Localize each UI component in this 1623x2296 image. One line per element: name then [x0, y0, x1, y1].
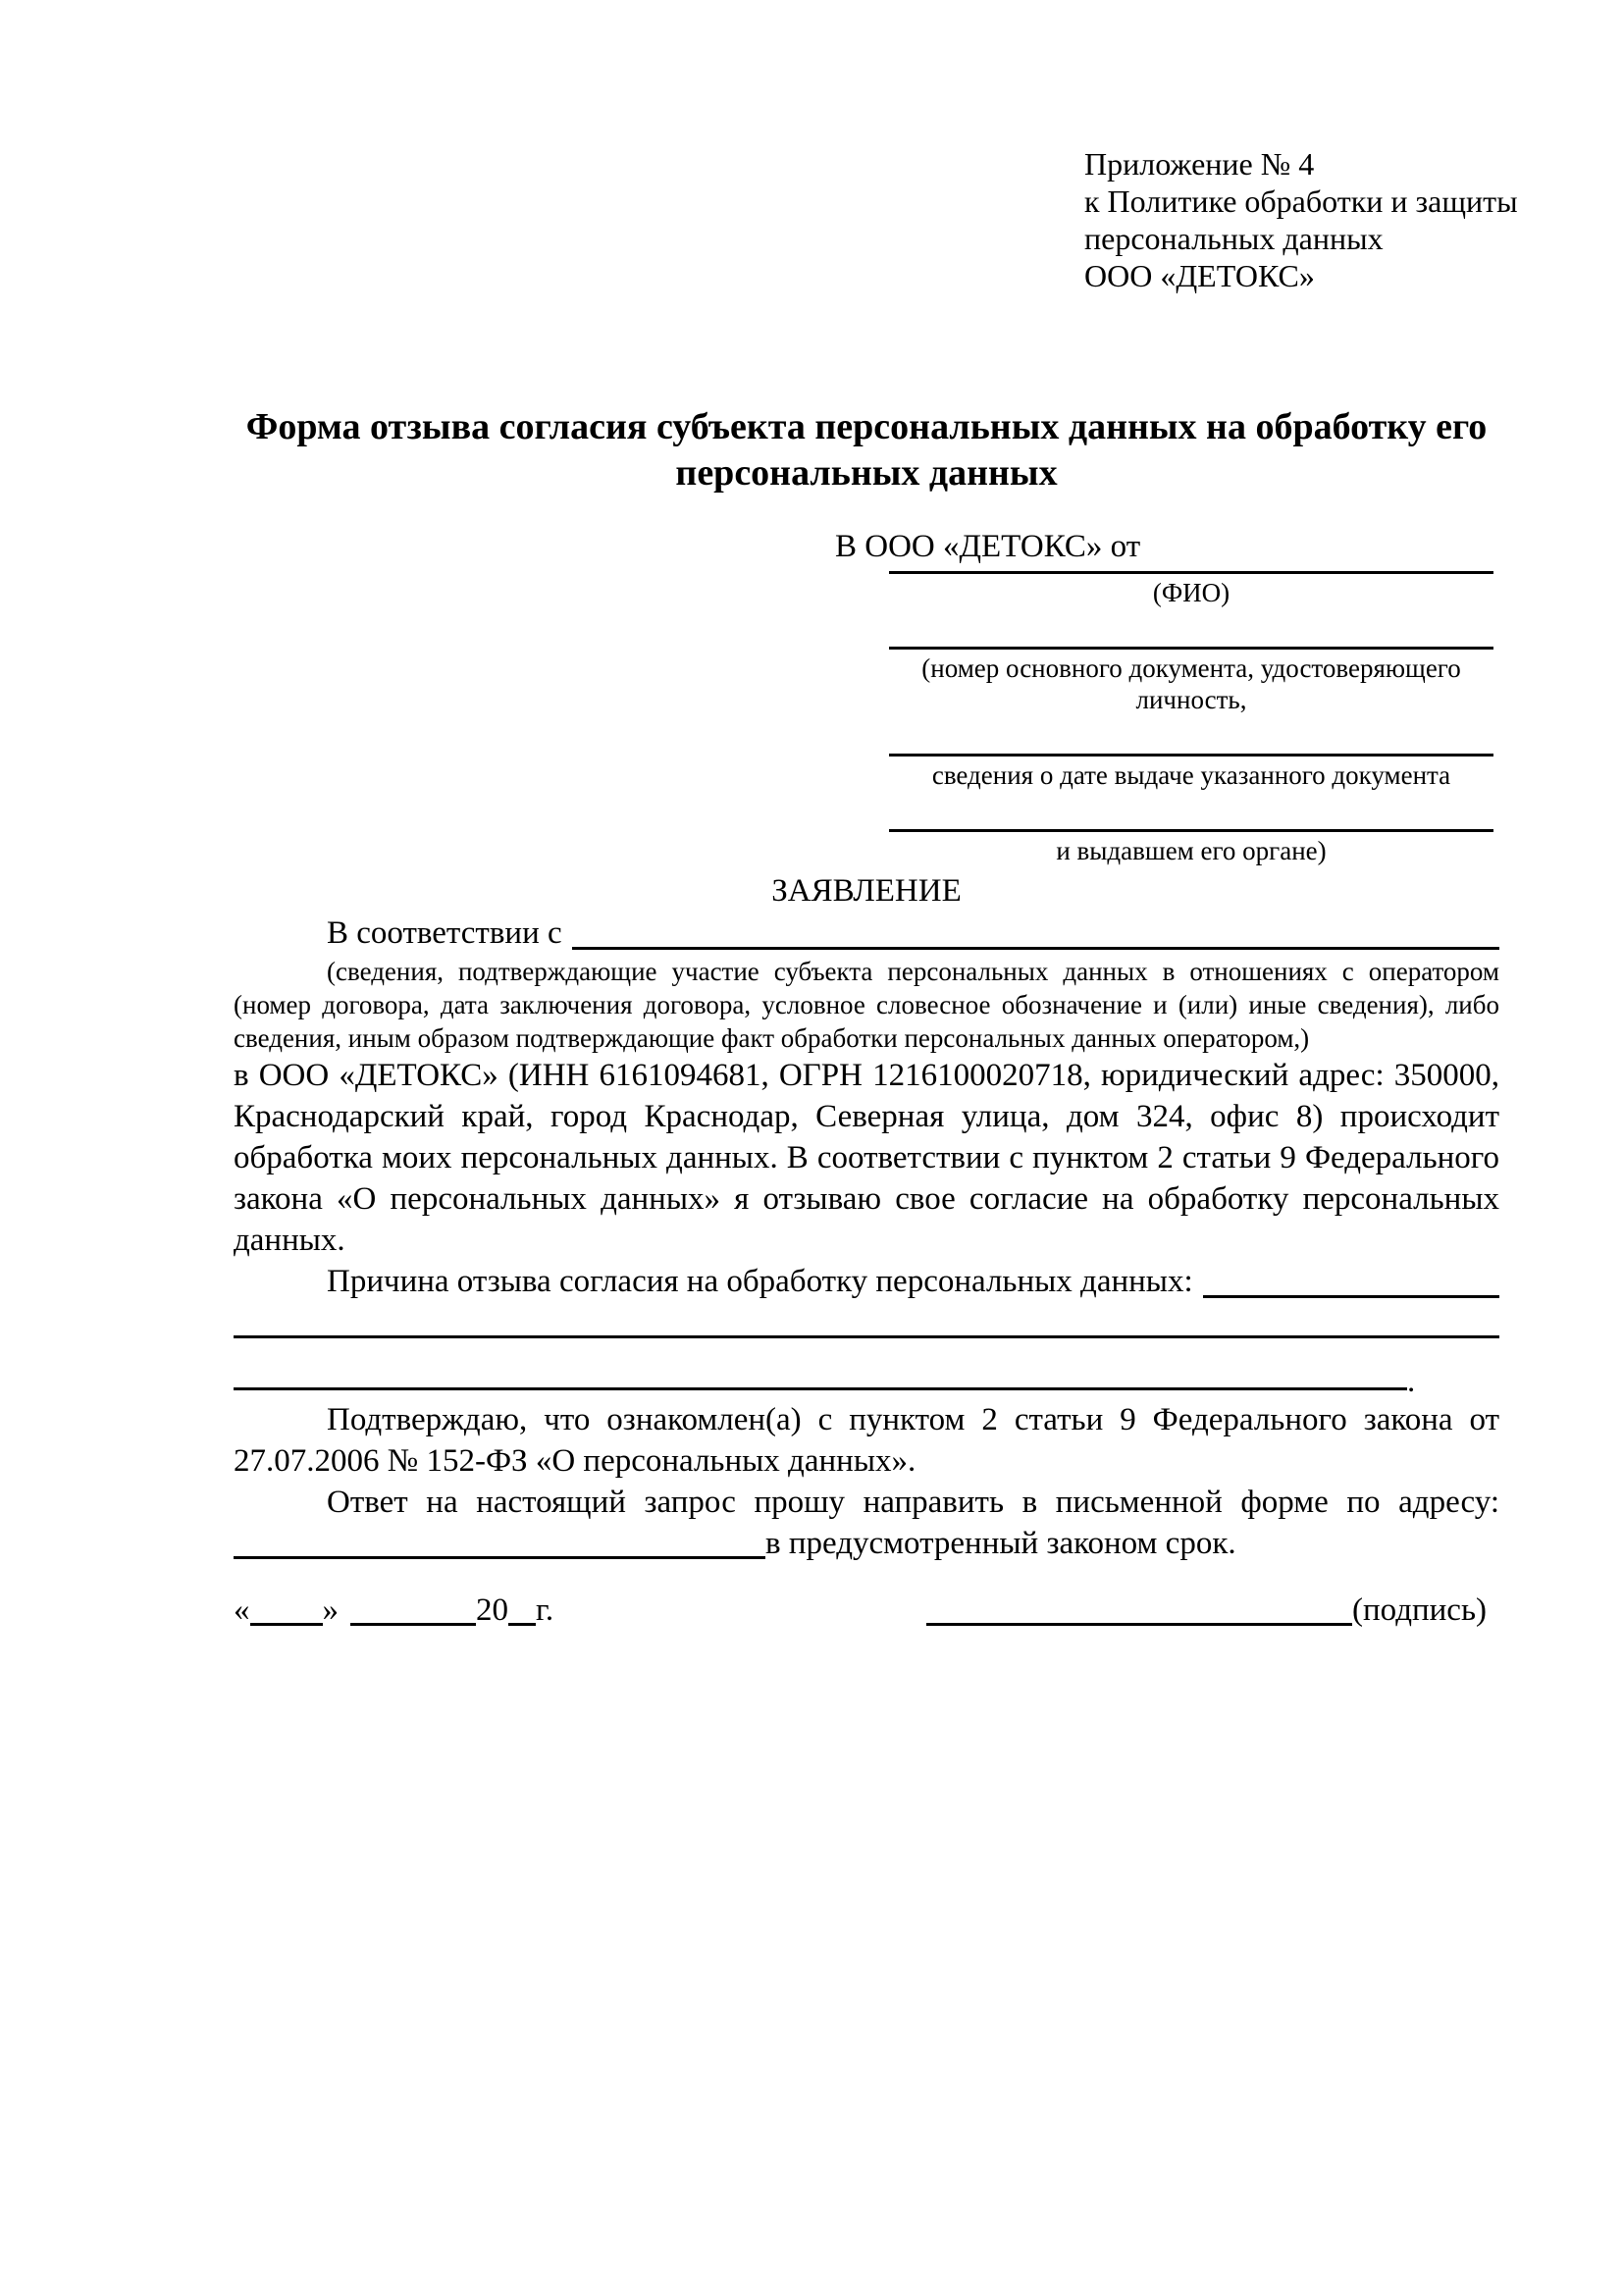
year-prefix: 20: [476, 1592, 508, 1628]
field-fio: [889, 568, 1493, 608]
statement-body: в ООО «ДЕТОКС» (ИНН 6161094681, ОГРН 1216100020718, юридический адрес: 350000, Краснодарский край, город Краснодар, Северная улица, дом 324, офис 8) происходит обработка моих персональных данных. В соответствии с пунктом 2 статьи 9 Федерального закона «О персональных данных» я отзываю свое согласие на обработку персональных данных.: [234, 1058, 1499, 1258]
day-blank-line[interactable]: [250, 1623, 323, 1626]
address-blank-line[interactable]: [234, 1556, 765, 1559]
appendix-line: персональных данных: [1084, 221, 1384, 256]
addressee-fields: [889, 568, 1493, 866]
date-blank-group: [234, 1590, 553, 1632]
document-title: Форма отзыва согласия субъекта персональных данных на обработку его персональных данных: [245, 406, 1488, 494]
accordance-footnote: (сведения, подтверждающие участие субъекта персональных данных в отношениях с оператором (номер договора, дата заключения договора, условное словесное обозначение и (или) иные сведения), либо сведения, иным образом подтверждающие факт обработки персональных данных оператором,): [234, 957, 1499, 1053]
signature-group: [926, 1590, 1487, 1632]
field-document-number: [889, 608, 1493, 715]
reason-blank-row-1[interactable]: [234, 1303, 1499, 1338]
reason-lead: Причина отзыва согласия на обработку персональных данных:: [327, 1264, 1193, 1299]
accordance-lead: В соответствии с: [327, 915, 562, 951]
signature-row: [234, 1590, 1499, 1632]
reply-address-line: [234, 1523, 1499, 1564]
reply-request-paragraph: Ответ на настоящий запрос прошу направить в письменной форме по адресу:: [327, 1485, 1499, 1520]
appendix-block: [1084, 145, 1518, 294]
reason-end-period: .: [1407, 1364, 1416, 1399]
accordance-blank-line[interactable]: [572, 947, 1499, 950]
month-blank-line[interactable]: [350, 1623, 476, 1626]
issue-date-label: сведения о дате выдаче указанного документа: [931, 760, 1451, 790]
reply-tail-text: в предусмотренный законом срок.: [765, 1526, 1236, 1561]
document-number-label: (номер основного документа, удостоверяющего личность,: [921, 653, 1461, 714]
issuing-authority-blank-line[interactable]: [889, 791, 1493, 832]
appendix-line: Приложение № 4: [1084, 146, 1315, 182]
year-blank-line[interactable]: [508, 1623, 536, 1626]
appendix-line: ООО «ДЕТОКС»: [1084, 258, 1315, 293]
appendix-line: к Политике обработки и защиты: [1084, 183, 1518, 219]
issue-date-blank-line[interactable]: [889, 715, 1493, 757]
addressee-line: В ООО «ДЕТОКС» от: [835, 529, 1141, 564]
document-number-blank-line[interactable]: [889, 608, 1493, 650]
confirmation-paragraph: Подтверждаю, что ознакомлен(а) с пунктом 2 статьи 9 Федерального закона от 27.07.2006 № 152-ФЗ «О персональных данных».: [234, 1402, 1499, 1479]
signature-blank-line[interactable]: [926, 1623, 1352, 1626]
fio-label: (ФИО): [1152, 578, 1230, 607]
reason-line: [234, 1261, 1499, 1303]
accordance-line: [234, 913, 1499, 955]
statement-heading: ЗАЯВЛЕНИЕ: [771, 873, 962, 909]
field-issue-date: [889, 715, 1493, 791]
signature-label: (подпись): [1352, 1592, 1487, 1628]
reason-blank-row-2-line[interactable]: [234, 1387, 1407, 1390]
field-issuing-authority: [889, 791, 1493, 866]
issuing-authority-label: и выдавшем его органе): [1056, 836, 1327, 865]
year-suffix: г.: [536, 1592, 554, 1628]
reason-blank-row-2: [234, 1338, 1499, 1399]
reason-blank-line[interactable]: [1203, 1295, 1499, 1298]
date-quote-close: »: [322, 1592, 339, 1628]
date-quote-open: «: [234, 1592, 250, 1628]
